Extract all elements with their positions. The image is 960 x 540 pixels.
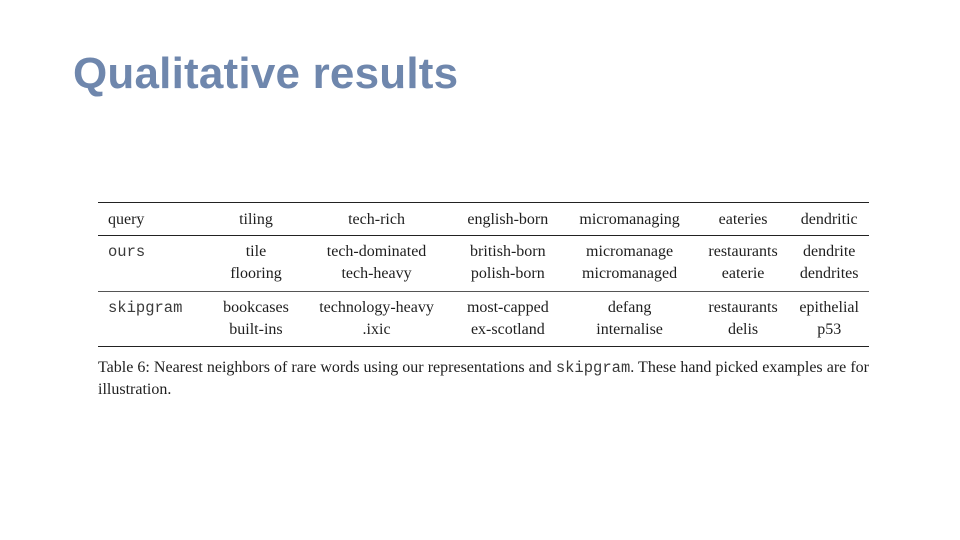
neighbor-word: bookcases — [223, 299, 289, 316]
table-row-ours — [98, 236, 869, 292]
neighbor-word: eaterie — [721, 265, 765, 282]
table-header-cell: tiling — [212, 203, 300, 236]
table-cell — [212, 292, 300, 347]
table-cell — [562, 236, 696, 292]
neighbor-word: delis — [727, 321, 759, 338]
neighbor-word: micromanage — [586, 243, 674, 260]
table-cell — [453, 236, 562, 292]
caption-text: Table 6: Nearest neighbors of rare words using our representations and — [98, 359, 556, 376]
slide-title: Qualitative results — [73, 49, 459, 98]
neighbor-word: restaurants — [708, 243, 778, 260]
neighbor-word: flooring — [230, 265, 282, 282]
table-header-cell: query — [98, 203, 212, 236]
neighbor-word: most-capped — [466, 299, 549, 316]
table-cell — [453, 292, 562, 347]
table-header-cell: tech-rich — [300, 203, 453, 236]
table-header-cell: micromanaging — [562, 203, 696, 236]
neighbor-word: dendrite — [802, 243, 856, 260]
neighbor-word: built-ins — [229, 321, 283, 338]
table-caption — [98, 357, 869, 401]
neighbor-word: internalise — [596, 321, 663, 338]
table-cell — [562, 292, 696, 347]
neighbor-word: defang — [607, 299, 652, 316]
neighbor-word: p53 — [817, 321, 842, 338]
table-header-row — [98, 203, 869, 236]
neighbor-word: tech-dominated — [326, 243, 427, 260]
neighbor-word: restaurants — [708, 299, 778, 316]
table-cell — [697, 236, 790, 292]
table-header-cell: eateries — [697, 203, 790, 236]
table-cell — [300, 236, 453, 292]
neighbor-word: micromanaged — [582, 265, 678, 282]
nearest-neighbors-table — [98, 202, 869, 347]
table-cell — [212, 236, 300, 292]
neighbor-word: technology-heavy — [319, 299, 434, 316]
caption-text-end: . These hand picked examples are for illustration. — [98, 359, 869, 398]
table-cell — [789, 292, 869, 347]
neighbor-word: british-born — [470, 243, 546, 260]
neighbor-word: .ixic — [362, 321, 391, 338]
table-header-cell: dendritic — [789, 203, 869, 236]
neighbor-word: dendrites — [799, 265, 859, 282]
neighbor-word: tech-heavy — [341, 265, 412, 282]
neighbor-word: epithelial — [799, 299, 859, 316]
row-label: ours — [98, 236, 212, 292]
neighbor-word: ex-scotland — [470, 321, 545, 338]
table-cell — [697, 292, 790, 347]
table-row-skipgram — [98, 292, 869, 347]
caption-code: skipgram — [555, 359, 631, 377]
neighbor-word: polish-born — [470, 265, 545, 282]
neighbor-word: tile — [245, 243, 267, 260]
table-cell — [300, 292, 453, 347]
table-cell — [789, 236, 869, 292]
row-label: skipgram — [98, 292, 212, 347]
table-header-cell: english-born — [453, 203, 562, 236]
